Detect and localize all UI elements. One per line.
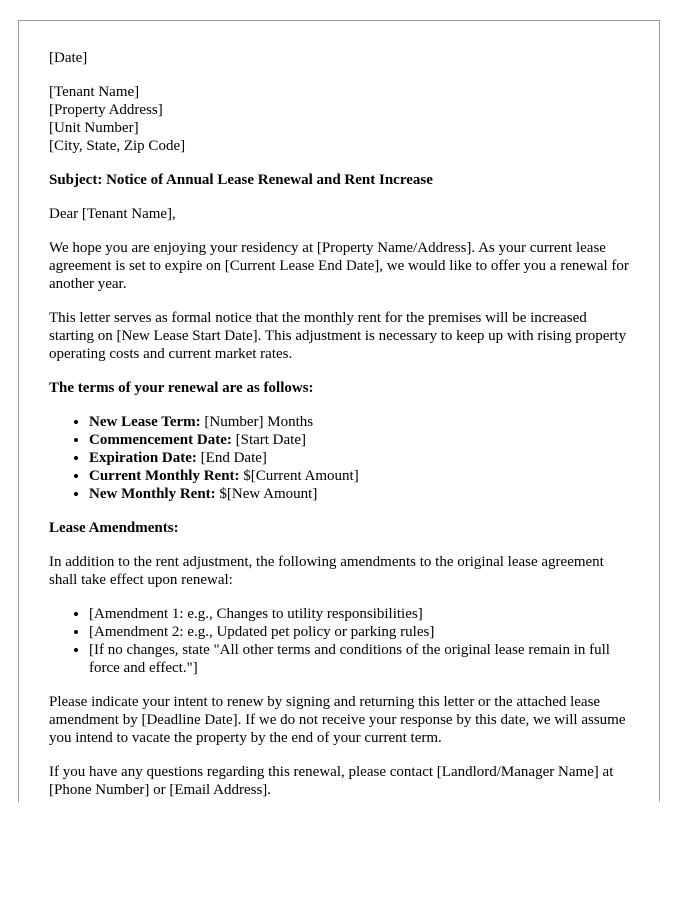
term-value: [Start Date] — [231, 432, 306, 448]
recipient-city-state-zip: [City, State, Zip Code] — [49, 138, 186, 154]
recipient-address-block — [49, 83, 634, 155]
amendments-intro-paragraph: In addition to the rent adjustment, the following amendments to the original lease agreement shall take effect upon renewal: — [49, 554, 604, 588]
term-label: Current Monthly Rent: — [89, 468, 240, 484]
terms-list — [49, 413, 634, 503]
terms-list-item — [89, 485, 634, 503]
renewal-intent-paragraph: Please indicate your intent to renew by signing and returning this letter or the attached lease amendment by [Deadline Date]. If we do not receive your response by this date, we will assume you intend to vacate the property by the end of your current term. — [49, 694, 626, 746]
terms-list-item — [89, 467, 634, 485]
term-value: [Number] Months — [200, 414, 314, 430]
terms-heading: The terms of your renewal are as follows: — [49, 380, 314, 396]
amendments-list — [49, 605, 634, 677]
recipient-unit-number: [Unit Number] — [49, 120, 139, 136]
term-value: [End Date] — [196, 450, 267, 466]
term-label: New Lease Term: — [89, 414, 201, 430]
recipient-name: [Tenant Name] — [49, 84, 140, 100]
amendments-heading: Lease Amendments: — [49, 520, 179, 536]
terms-list-item — [89, 449, 634, 467]
term-value: $[Current Amount] — [239, 468, 359, 484]
letter-page — [18, 20, 660, 802]
rent-increase-paragraph: This letter serves as formal notice that the monthly rent for the premises will be increased starting on [New Lease Start Date]. This adjustment is necessary to keep up with rising property operating costs and current market rates. — [49, 310, 627, 362]
term-label: Expiration Date: — [89, 450, 197, 466]
subject-line: Subject: Notice of Annual Lease Renewal and Rent Increase — [49, 172, 433, 188]
terms-list-item — [89, 413, 634, 431]
term-value: $[New Amount] — [215, 486, 318, 502]
recipient-property-address: [Property Address] — [49, 102, 163, 118]
term-label: New Monthly Rent: — [89, 486, 216, 502]
salutation: Dear [Tenant Name], — [49, 206, 176, 222]
term-label: Commencement Date: — [89, 432, 232, 448]
amendment-item: • [Amendment 2: e.g., Updated pet policy or parking rules] — [89, 623, 634, 641]
terms-list-item — [89, 431, 634, 449]
questions-paragraph: If you have any questions regarding this renewal, please contact [Landlord/Manager Name] at [Phone Number] or [Email Address]. — [49, 764, 614, 798]
letter-date: [Date] — [49, 50, 88, 66]
letter-content — [49, 49, 634, 802]
amendment-item: • [If no changes, state "All other terms and conditions of the original lease remain in full force and effect."] — [89, 641, 634, 677]
amendment-item: • [Amendment 1: e.g., Changes to utility responsibilities] — [89, 605, 634, 623]
intro-paragraph: We hope you are enjoying your residency at [Property Name/Address]. As your current lease agreement is set to expire on [Current Lease End Date], we would like to offer you a renewal for another year. — [49, 240, 629, 292]
